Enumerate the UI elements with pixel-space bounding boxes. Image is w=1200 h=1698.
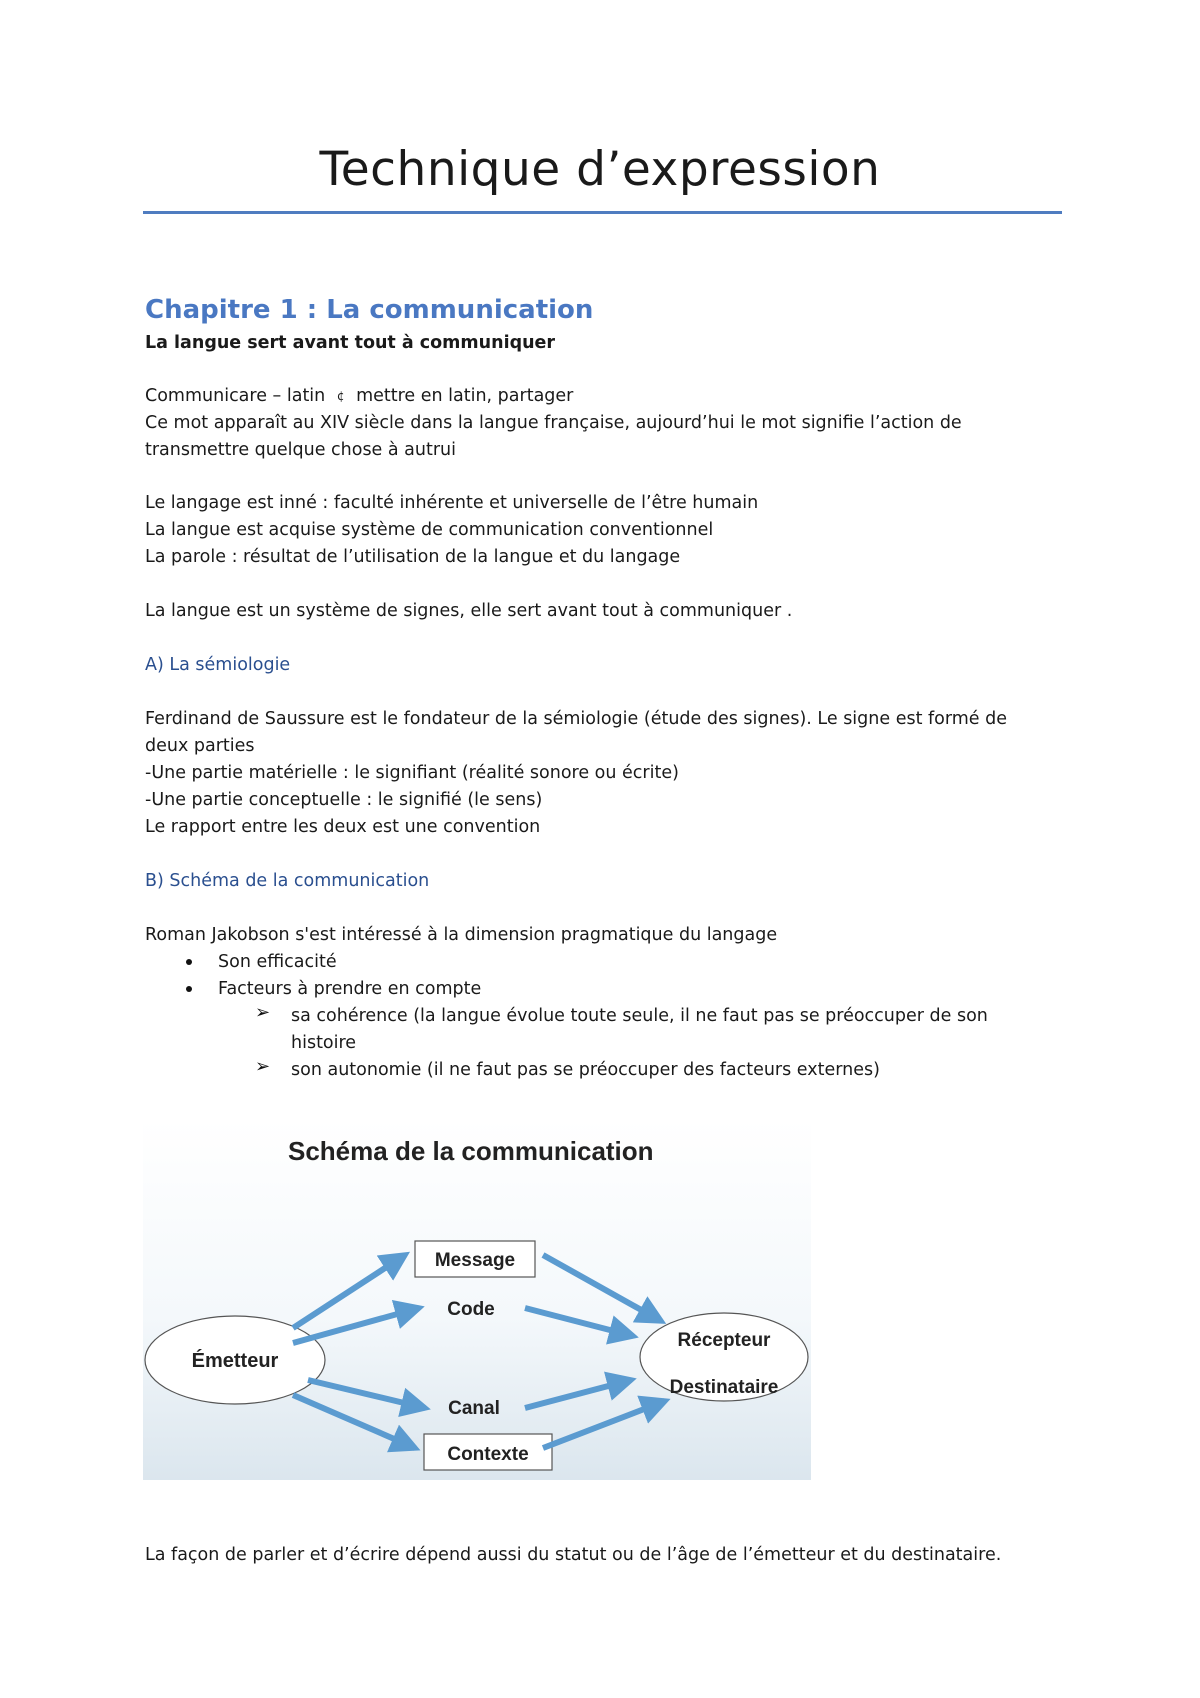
origin-line-1: Ce mot apparaît au XIV siècle dans la langue française, aujourd’hui le mot signifie l’action de	[145, 413, 962, 433]
etymology-symbol: ¢	[336, 389, 345, 403]
chapter-heading: Chapitre 1 : La communication	[145, 295, 594, 325]
etymology-line	[145, 383, 573, 410]
origin-line-2: transmettre quelque chose à autrui	[145, 440, 457, 460]
section-a-heading: A) La sémiologie	[145, 655, 291, 675]
arrow-code-receiver	[525, 1308, 633, 1336]
semiologie-line-5: Le rapport entre les deux est une convention	[145, 817, 541, 837]
semiologie-line-2: deux parties	[145, 736, 255, 756]
contexte-label: Contexte	[447, 1444, 529, 1465]
bullet-efficacite: Son efficacité	[218, 952, 337, 972]
semiologie-line-4: -Une partie conceptuelle : le signifié (le sens)	[145, 790, 543, 810]
arrow-bullet-icon: ➢	[255, 1056, 271, 1077]
message-label: Message	[434, 1250, 516, 1271]
bullet-dot-icon	[186, 986, 192, 992]
closing-line: La façon de parler et d’écrire dépend aussi du statut ou de l’âge de l’émetteur et du destinataire.	[145, 1545, 1002, 1565]
arrow-bullet-icon: ➢	[255, 1002, 271, 1023]
title-underline	[143, 211, 1062, 214]
jakobson-intro: Roman Jakobson s'est intéressé à la dimension pragmatique du langage	[145, 925, 778, 945]
sub-bullet-coherence: sa cohérence (la langue évolue toute seule, il ne faut pas se préoccuper de son	[291, 1006, 988, 1026]
sub-bullet-coherence-cont: histoire	[291, 1033, 357, 1053]
receiver-label: Récepteur	[677, 1330, 771, 1351]
bullet-dot-icon	[186, 959, 192, 965]
bullet-facteurs: Facteurs à prendre en compte	[218, 979, 482, 999]
emitter-label: Émetteur	[191, 1350, 279, 1372]
communication-diagram	[143, 1118, 811, 1480]
definition-langage: Le langage est inné : faculté inhérente et universelle de l’être humain	[145, 493, 759, 513]
etymology-after: mettre en latin, partager	[356, 386, 574, 406]
destinataire-label: Destinataire	[669, 1377, 779, 1398]
arrow-canal-receiver	[525, 1380, 631, 1408]
document-title: Technique d’expression	[319, 142, 881, 197]
signs-line: La langue est un système de signes, elle sert avant tout à communiquer .	[145, 601, 793, 621]
code-label: Code	[447, 1299, 495, 1320]
etymology-before: Communicare – latin	[145, 386, 326, 406]
arrow-emitter-canal	[308, 1380, 425, 1408]
semiologie-line-3: -Une partie matérielle : le signifiant (réalité sonore ou écrite)	[145, 763, 679, 783]
section-b-heading: B) Schéma de la communication	[145, 871, 430, 891]
diagram-title: Schéma de la communication	[288, 1136, 654, 1166]
definition-parole: La parole : résultat de l’utilisation de la langue et du langage	[145, 547, 681, 567]
arrow-message-receiver	[543, 1255, 661, 1321]
definition-langue: La langue est acquise système de communication conventionnel	[145, 520, 714, 540]
intro-bold-line: La langue sert avant tout à communiquer	[145, 333, 556, 353]
sub-bullet-autonomie: son autonomie (il ne faut pas se préoccuper des facteurs externes)	[291, 1060, 880, 1080]
communication-diagram-svg	[143, 1118, 811, 1480]
semiologie-line-1: Ferdinand de Saussure est le fondateur de la sémiologie (étude des signes). Le signe est formé de	[145, 709, 1008, 729]
canal-label: Canal	[448, 1398, 500, 1419]
arrow-contexte-receiver	[543, 1401, 665, 1448]
